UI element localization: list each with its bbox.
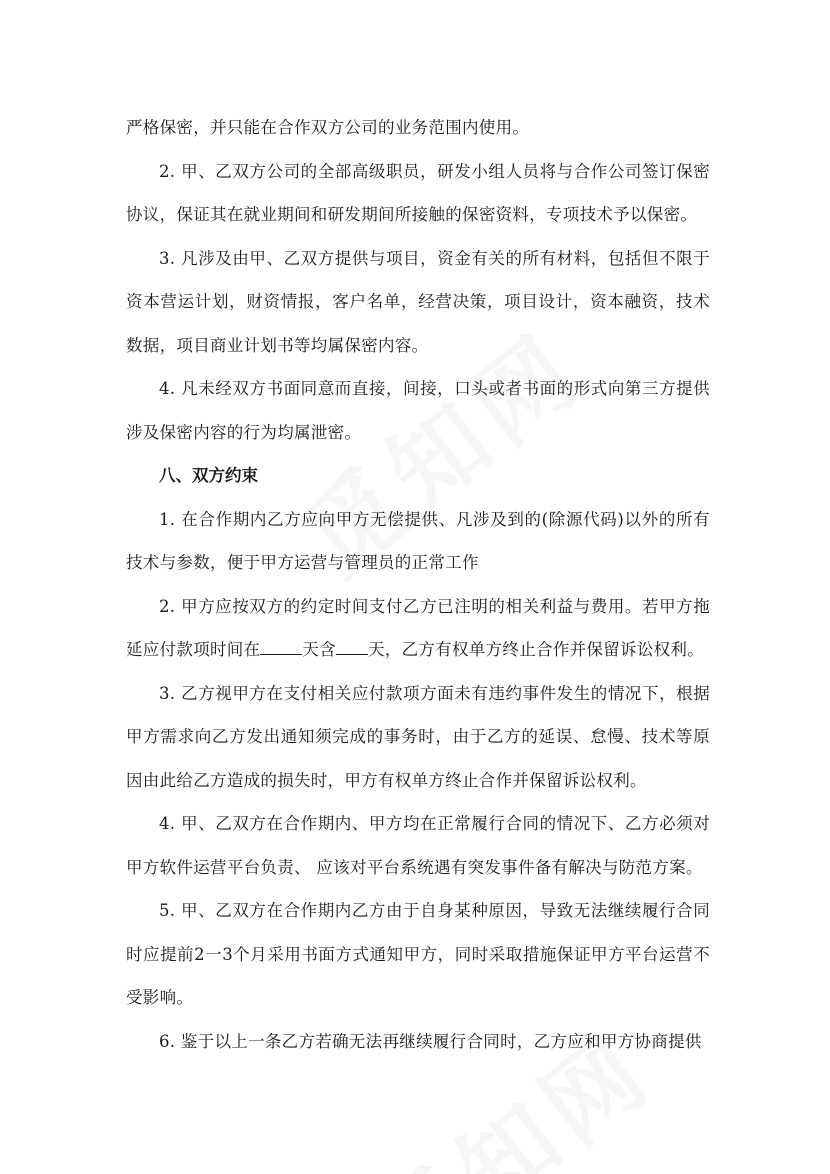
constraint-item-5: 5. 甲、乙双方在合作期内乙方由于自身某种原因，导致无法继续履行合同时应提前2一3个月采用书面方式通知甲方，同时采取措施保证甲方平台运营不受影响。: [126, 901, 710, 1007]
section-heading: 八、双方约束: [159, 466, 258, 485]
fill-in-blank-days: [336, 638, 368, 655]
constraint-item-6: 6. 鉴于以上一条乙方若确无法再继续履行合同时，乙方应和甲方协商提供: [159, 1031, 702, 1051]
clause-2-paragraph: 2. 甲、乙双方公司的全部高级职员，研发小组人员将与合作公司签订保密协议，保证其在就业期间和研发期间所接触的保密资料，专项技术予以保密。: [126, 161, 710, 224]
constraint-item-1: 1. 在合作期内乙方应向甲方无偿提供、凡涉及到的(除源代码)以外的所有技术与参数，便于甲方运营与管理员的正常工作: [126, 509, 710, 572]
constraint-item-2: [126, 585, 710, 672]
constraint-item-2-part-b: 天含: [302, 640, 337, 659]
constraint-item-4: 4. 甲、乙双方在合作期内、甲方均在正常履行合同的情况下、乙方必须对甲方软件运营平台负责、 应该对平台系统遇有突发事件备有解决与防范方案。: [126, 814, 710, 877]
constraint-item-2-part-c: 天，乙方有权单方终止合作并保留诉讼权利。: [368, 640, 705, 659]
clause-3-paragraph: 3. 凡涉及由甲、乙双方提供与项目，资金有关的所有材料，包括但不限于资本营运计划，财资情报，客户名单，经营决策，项目设计，资本融资，技术数据，项目商业计划书等均属保密内容。: [126, 248, 710, 355]
document-body: [126, 106, 710, 1063]
constraint-item-3: 3. 乙方视甲方在支付相关应付款项方面未有违约事件发生的情况下，根据甲方需求向乙方发出通知须完成的事务时，由于乙方的延误、怠慢、技术等原因由此给乙方造成的损失时，甲方有权单方终止合作并保留诉讼权利。: [126, 683, 710, 790]
constraint-item-2-part-a: 2. 甲方应按双方的约定时间支付乙方已注明的相关利益与费用。若甲方拖延应付款项时间在: [126, 596, 710, 659]
clause-4-paragraph: 4. 凡未经双方书面同意而直接，间接，口头或者书面的形式向第三方提供涉及保密内容的行为均属泄密。: [126, 379, 710, 442]
fill-in-blank-days: [260, 638, 302, 655]
paragraph-continuation: 严格保密，并只能在合作双方公司的业务范围内使用。: [126, 118, 530, 137]
